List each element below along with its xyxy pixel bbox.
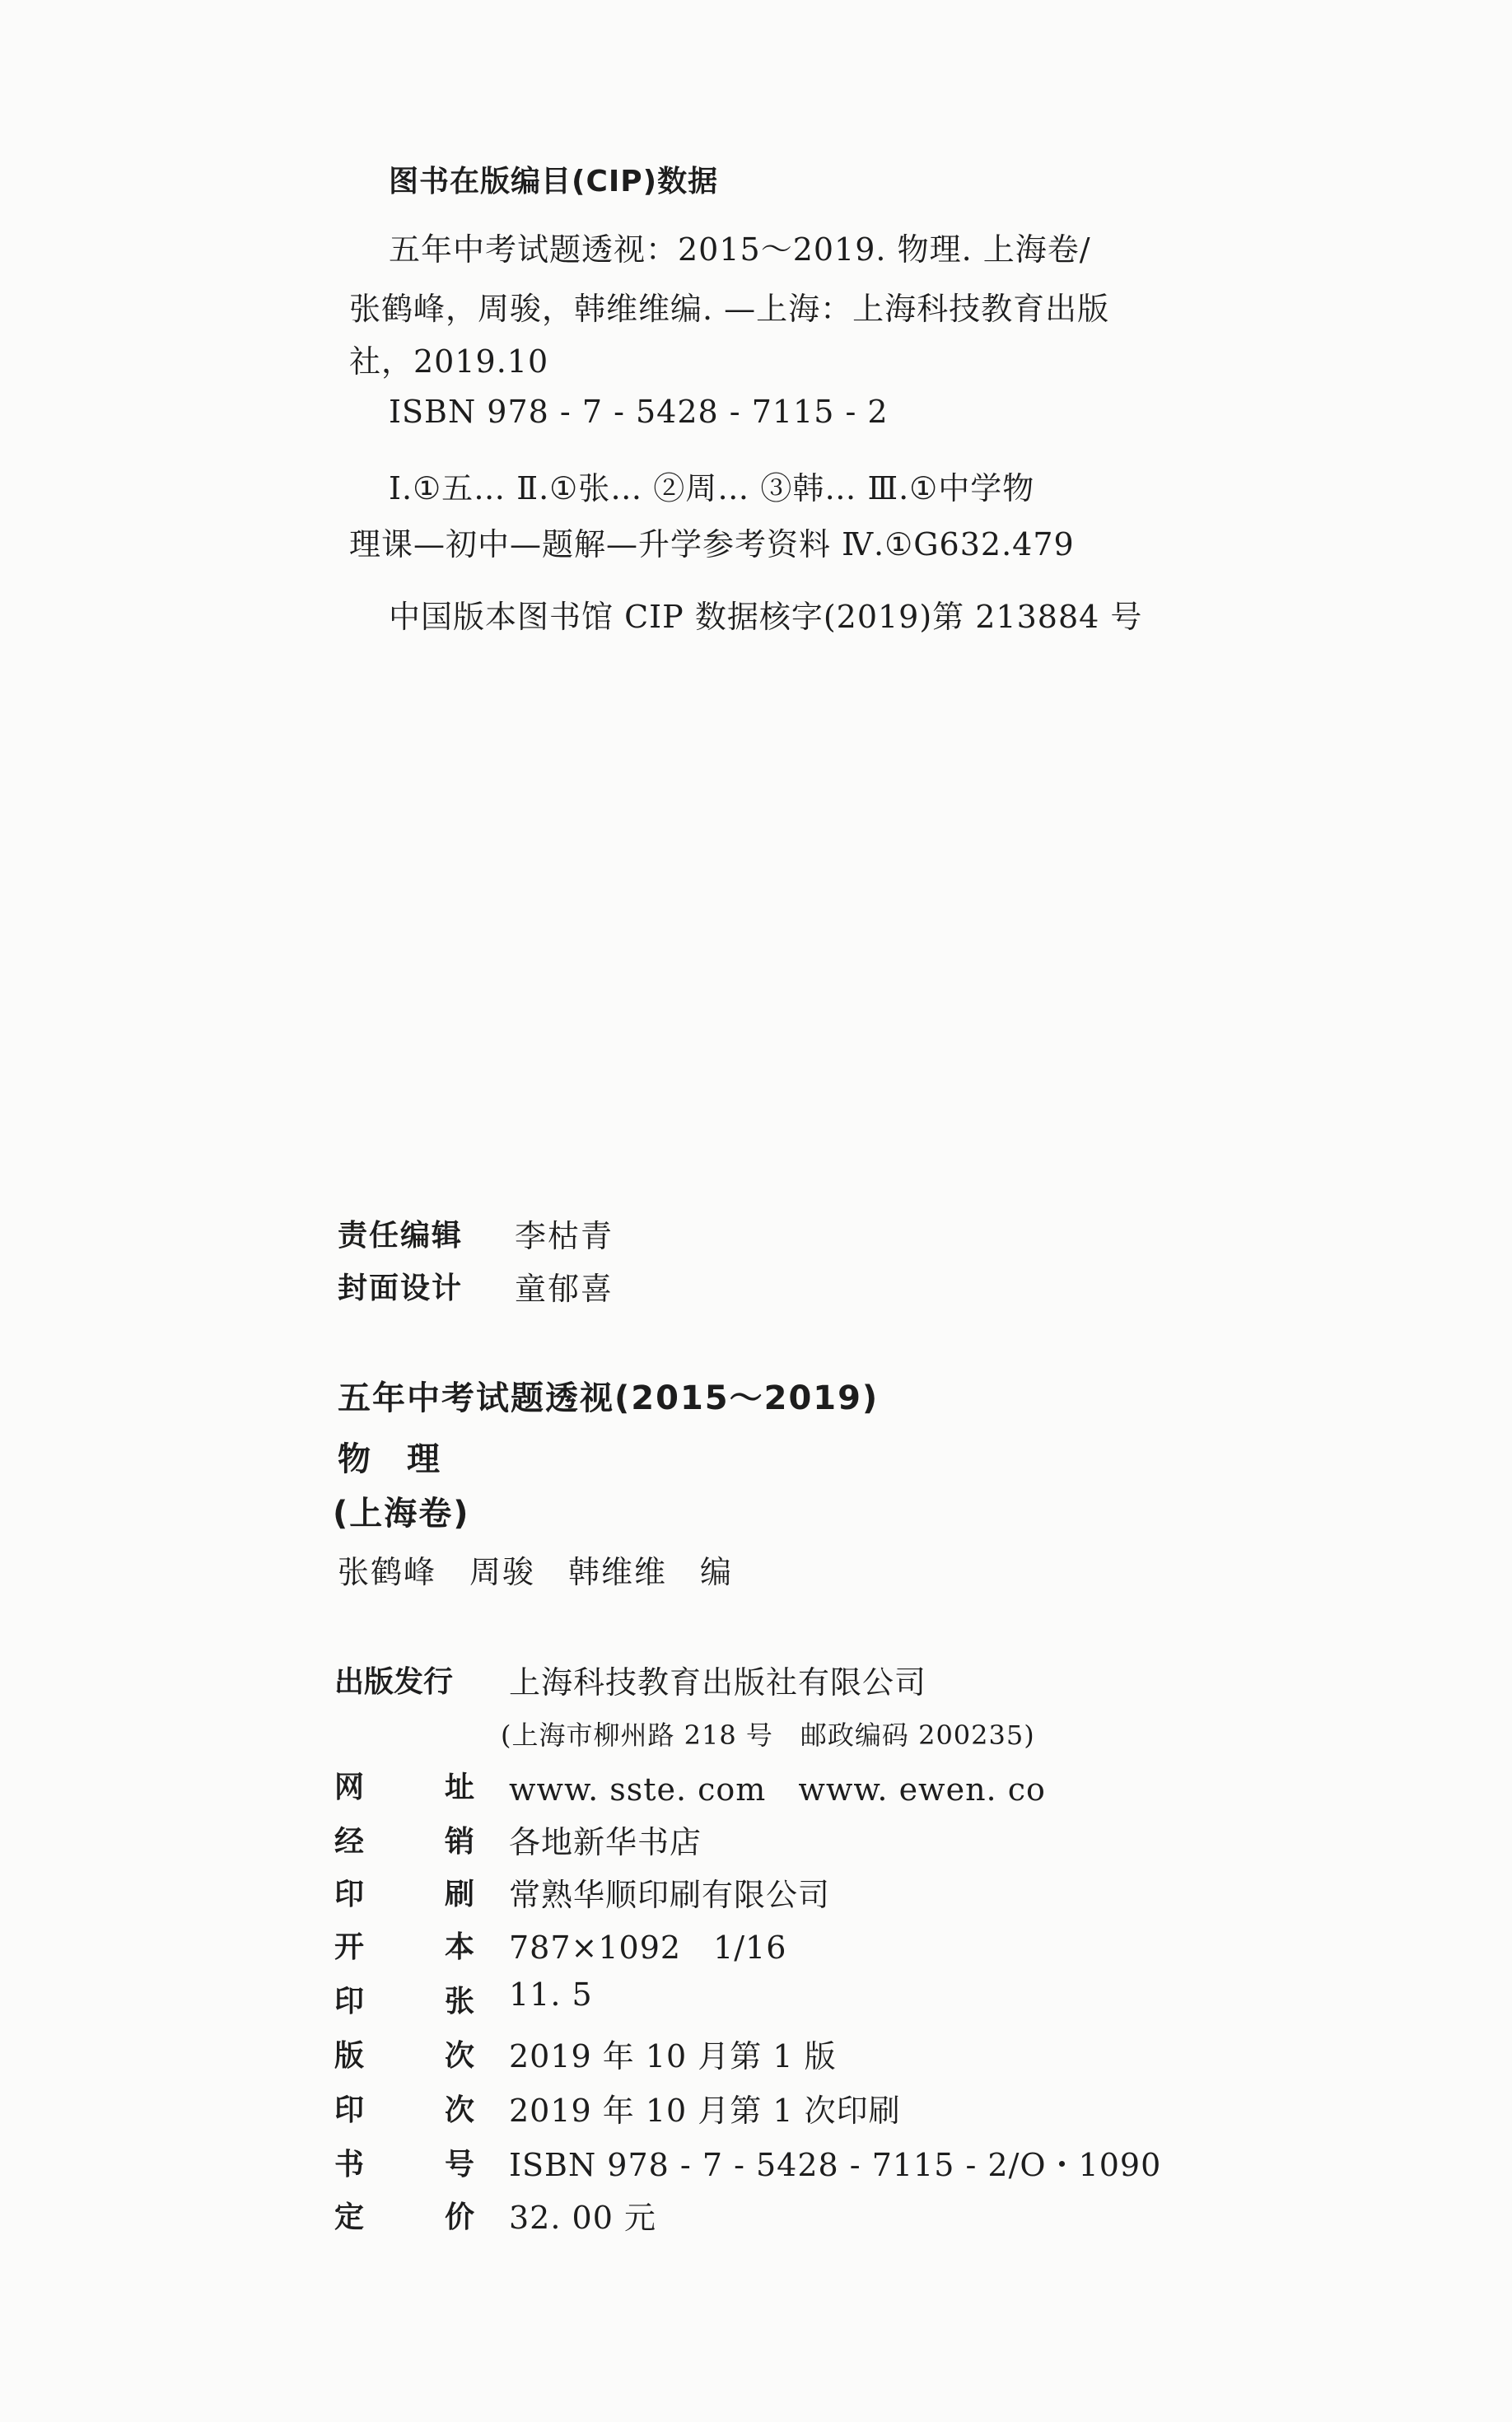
imprint-value-printing: 2019 年 10 月第 1 次印刷 xyxy=(509,2093,901,2129)
imprint-value-website: www. sste. com www. ewen. co xyxy=(509,1771,1046,1808)
imprint-value-format: 787×1092 1/16 xyxy=(509,1930,787,1966)
imprint-label-book-number: 书 号 xyxy=(334,2148,474,2182)
cover-design-label: 封面设计 xyxy=(338,1272,464,1305)
publisher-value: 上海科技教育出版社有限公司 xyxy=(509,1664,927,1701)
publisher-address: (上海市柳州路 218 号 邮政编码 200235) xyxy=(501,1720,1035,1751)
editor-label: 责任编辑 xyxy=(338,1219,464,1253)
imprint-label-distributor: 经 销 xyxy=(334,1825,474,1859)
book-edition: (上海卷) xyxy=(333,1495,470,1533)
imprint-label-format: 开 本 xyxy=(334,1930,474,1964)
book-authors: 张鹤峰 周骏 韩维维 编 xyxy=(338,1554,734,1590)
book-subject: 物 理 xyxy=(338,1440,441,1478)
cip-isbn: ISBN 978 - 7 - 5428 - 7115 - 2 xyxy=(389,394,889,430)
cip-record-number: 中国版本图书馆 CIP 数据核字(2019)第 213884 号 xyxy=(389,599,1143,635)
cover-designer-name: 童郁喜 xyxy=(515,1271,614,1307)
imprint-label-printing: 印 次 xyxy=(334,2093,474,2127)
book-title: 五年中考试题透视(2015～2019) xyxy=(338,1379,880,1417)
imprint-label-printer: 印 刷 xyxy=(334,1878,474,1911)
cip-line-3: 社，2019.10 xyxy=(349,343,549,380)
cip-classification-2: 理课—初中—题解—升学参考资料 Ⅳ.①G632.479 xyxy=(349,526,1075,562)
editor-name: 李枯青 xyxy=(515,1218,614,1254)
imprint-value-sheets: 11. 5 xyxy=(509,1976,593,2013)
imprint-value-edition: 2019 年 10 月第 1 版 xyxy=(509,2038,837,2074)
publisher-label: 出版发行 xyxy=(334,1665,454,1699)
imprint-value-book-number: ISBN 978 - 7 - 5428 - 7115 - 2/O・1090 xyxy=(509,2147,1162,2183)
imprint-label-website: 网 址 xyxy=(334,1771,474,1804)
imprint-label-edition: 版 次 xyxy=(334,2039,474,2073)
cip-line-2: 张鹤峰，周骏，韩维维编. —上海：上海科技教育出版 xyxy=(349,291,1110,327)
cip-line-1: 五年中考试题透视：2015～2019. 物理. 上海卷/ xyxy=(389,231,1091,268)
imprint-value-distributor: 各地新华书店 xyxy=(509,1824,702,1860)
cip-classification-1: Ⅰ.①五… Ⅱ.①张… ②周… ③韩… Ⅲ.①中学物 xyxy=(389,470,1035,506)
cip-heading: 图书在版编目(CIP)数据 xyxy=(389,165,719,198)
imprint-label-sheets: 印 张 xyxy=(334,1985,474,2018)
imprint-value-price: 32. 00 元 xyxy=(509,2200,656,2236)
imprint-label-price: 定 价 xyxy=(334,2200,474,2234)
imprint-value-printer: 常熟华顺印刷有限公司 xyxy=(509,1877,831,1913)
